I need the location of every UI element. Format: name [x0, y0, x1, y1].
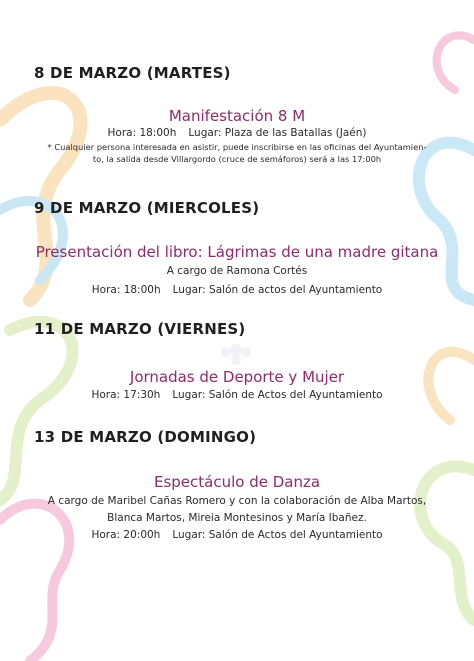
event-time-place	[0, 528, 474, 543]
day-heading-9-marzo: 9 DE MARZO (MIERCOLES)	[34, 199, 260, 217]
event-place: Lugar: Plaza de las Batallas (Jaén)	[188, 127, 367, 139]
event-time-place	[0, 388, 474, 403]
event-block-manifestacion	[0, 106, 474, 165]
event-place: Lugar: Salón de actos del Ayuntamiento	[172, 284, 383, 296]
day-heading-13-marzo: 13 DE MARZO (DOMINGO)	[34, 428, 257, 446]
event-title: Espectáculo de Danza	[153, 473, 321, 491]
day-heading-8-marzo: 8 DE MARZO (MARTES)	[34, 64, 231, 82]
event-title: Manifestación 8 M	[168, 107, 306, 125]
event-presenter: A cargo de Ramona Cortés	[166, 265, 308, 277]
event-block-presentacion-libro	[0, 242, 474, 298]
event-time-place	[0, 126, 474, 141]
event-time: Hora: 18:00h	[91, 284, 161, 296]
event-time: Hora: 18:00h	[107, 127, 177, 139]
event-block-jornadas-deporte	[0, 367, 474, 403]
event-block-espectaculo-danza	[0, 472, 474, 543]
event-place: Lugar: Salón de Actos del Ayuntamiento	[172, 389, 383, 401]
event-title: Presentación del libro: Lágrimas de una madre gitana	[35, 243, 439, 261]
event-time: Hora: 20:00h	[91, 529, 161, 541]
day-heading-11-marzo: 11 DE MARZO (VIERNES)	[34, 320, 246, 338]
event-place: Lugar: Salón de Actos del Ayuntamiento	[172, 529, 383, 541]
event-performers-line-1: A cargo de Maribel Cañas Romero y con la colaboración de Alba Martos,	[47, 495, 427, 507]
event-time: Hora: 17:30h	[91, 389, 161, 401]
event-note-line-2: to, la salida desde Villargordo (cruce de semáforos) será a las 17:00h	[92, 154, 382, 164]
event-performers-line-2: Blanca Martos, Mireia Montesinos y María Ibañez.	[107, 512, 367, 524]
event-title: Jornadas de Deporte y Mujer	[129, 368, 345, 386]
event-note-line-1: * Cualquier persona interesada en asistir, puede inscribirse en las oficinas del Ayuntamien-	[47, 142, 427, 152]
event-time-place	[0, 283, 474, 298]
